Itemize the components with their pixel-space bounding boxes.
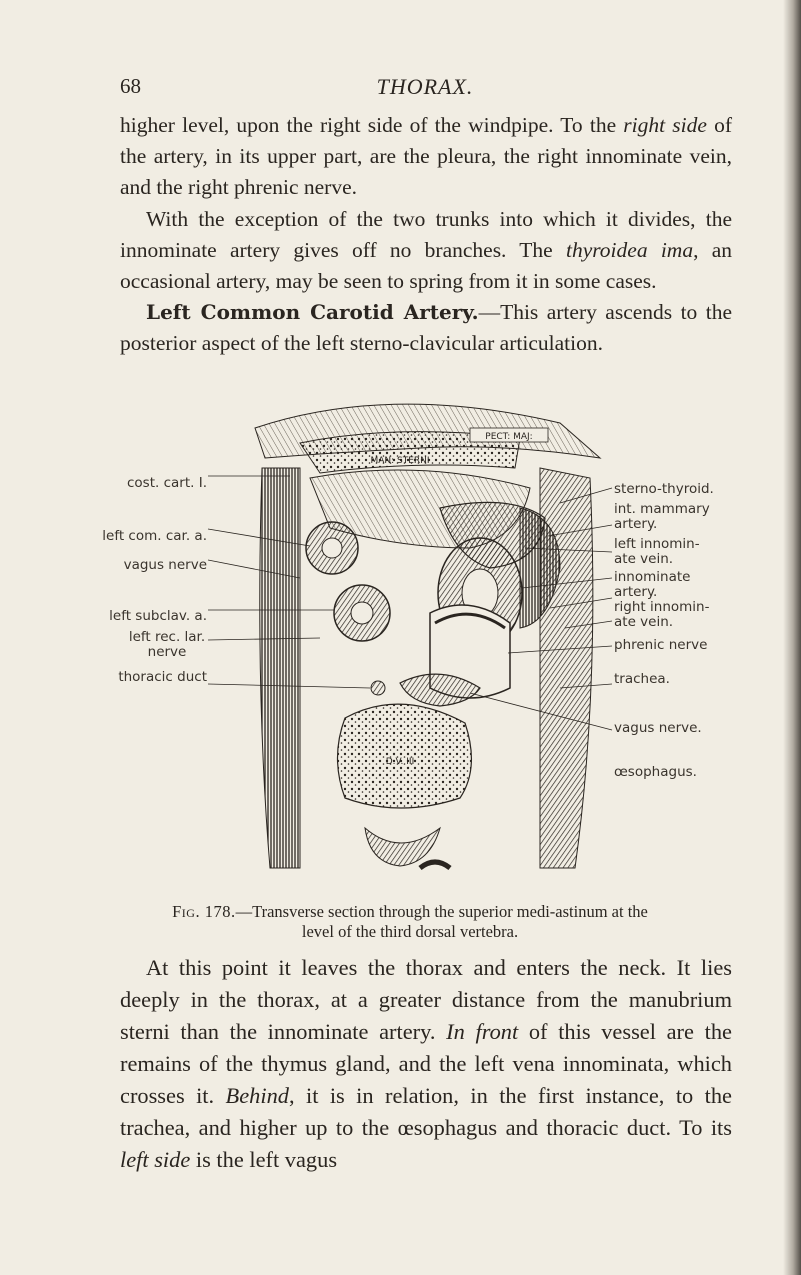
dv-iii-label: D.V. III: [385, 757, 415, 767]
label-sterno-thyroid: sterno-thyroid.: [614, 481, 714, 497]
paragraph-2: With the exception of the two trunks into which it divides, the innominate artery gives off no branches. The thyroidea ima, an occasional artery, may be seen to spring from it in some cases.: [120, 206, 732, 294]
emphasis-in-front: In front: [446, 1019, 519, 1044]
man-sterni-label: MAN: STERNI: [370, 456, 430, 466]
label-left-rec-lar-nerve: [122, 630, 212, 660]
vertebral-spine: [365, 828, 440, 866]
spinous-process: [420, 862, 450, 868]
label-left-innomin-line-2: ate vein.: [614, 551, 674, 567]
label-left-innomin-line-1: left innomin-: [614, 536, 700, 552]
label-innominate-line-2: artery.: [614, 584, 658, 600]
page-header: [120, 74, 730, 104]
label-right-innomin-line-2: ate vein.: [614, 614, 674, 630]
emphasis-left-side: left side: [120, 1147, 191, 1172]
label-vagus-nerve-left: vagus nerve: [123, 557, 207, 573]
emphasis-right-side: right side: [623, 113, 707, 137]
left-subclavian-lumen: [351, 602, 373, 624]
label-right-innomin-line-1: right innomin-: [614, 599, 710, 615]
label-rec-lar-line-1: left rec. lar.: [128, 629, 206, 645]
paragraph-4: At this point it leaves the thorax and enters the neck. It lies deeply in the thorax, at a greater distance from the manubrium sterni than the innominate artery. In front of this vessel are the remains of the thymus gland, and the left vena innominata, which crosses it. Behind, it is in relation, in the first instance, to the trachea, and higher up to the œsophagus and thoracic duct. To its left side is the left vagus: [120, 955, 732, 1172]
label-oesophagus: œsophagus.: [614, 764, 697, 780]
left-pleura-wall: [260, 468, 300, 868]
label-rec-lar-line-2: nerve: [147, 644, 187, 660]
bottom-text-block: [120, 952, 732, 1176]
paragraph-1: higher level, upon the right side of the windpipe. To the right side of the artery, in its upper part, are the pleura, the right innominate vein, and the right phrenic nerve.: [120, 113, 732, 200]
page-number: 68: [120, 74, 141, 98]
label-right-innominate-vein: [614, 600, 709, 630]
label-trachea: trachea.: [614, 671, 670, 687]
top-text-block: [120, 110, 732, 360]
thoracic-duct: [371, 681, 385, 695]
label-phrenic-nerve: phrenic nerve: [614, 637, 708, 653]
label-left-com-car: left com. car. a.: [102, 528, 207, 544]
label-thoracic-duct: thoracic duct: [118, 669, 207, 685]
figure-number: Fig. 178.: [172, 902, 236, 921]
label-int-mammary: [614, 502, 710, 532]
section-heading-left-common-carotid: Left Common Carotid Artery.: [146, 300, 479, 325]
label-int-mammary-line-2: artery.: [614, 516, 658, 532]
figure-178: [0, 388, 801, 888]
caption-text: —Transverse section through the superior medi-astinum at the level of the third dorsal vertebra.: [235, 902, 648, 941]
running-title: THORAX.: [376, 74, 474, 99]
label-int-mammary-line-1: int. mammary: [614, 501, 710, 517]
left-common-carotid-lumen: [322, 538, 342, 558]
label-vagus-nerve-right: vagus nerve.: [614, 720, 702, 736]
figure-caption: [160, 902, 660, 942]
label-left-innominate-vein: [614, 537, 700, 567]
emphasis-thyroidea-ima: thyroidea ima: [565, 237, 694, 262]
label-cost-cart: cost. cart. I.: [127, 475, 207, 491]
label-left-subclav: left subclav. a.: [109, 608, 207, 624]
label-innominate-line-1: innominate: [614, 569, 691, 585]
paragraph-3: Left Common Carotid Artery.—This artery ascends to the posterior aspect of the left sterno-clavicular articulation.: [120, 300, 733, 356]
pect-maj-label: PECT: MAJ:: [485, 432, 533, 442]
label-innominate-artery: [614, 570, 690, 600]
emphasis-behind: Behind: [225, 1083, 289, 1108]
